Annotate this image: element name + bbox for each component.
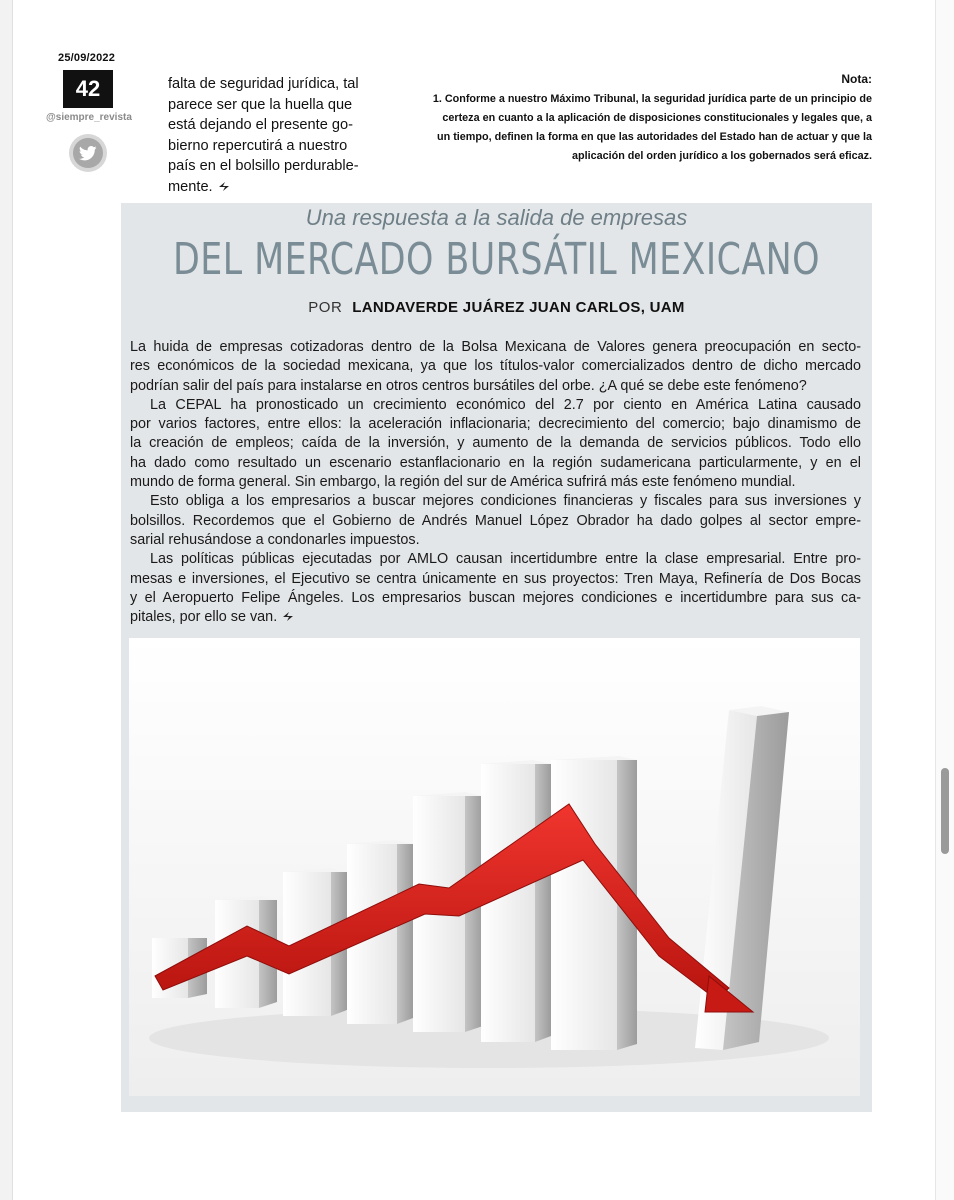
article-line: por varios factores, entre ellos: la aceleración inflacionaria; decrecimiento del comercio; bajo dinamismo de — [130, 416, 861, 433]
article-headline: DEL MERCADO BURSÁTIL MEXICANO — [173, 234, 820, 285]
note-body — [398, 90, 872, 166]
article-line: podrían salir del país para instalarse en otros centros bursátiles del orbe. ¿A qué se debe este fenómeno? — [130, 377, 807, 394]
text-line: está dejando el presente go- — [168, 117, 353, 133]
end-mark-icon — [217, 181, 231, 192]
page-edge — [0, 0, 13, 1200]
note-line: un tiempo, definen la forma en que las autoridades del Estado han de actuar y que la — [437, 131, 872, 143]
previous-article-column — [168, 74, 371, 197]
article-line: la creación de empleos; caída de la inversión, y aumento de la demanda de servicios públicos. Todo ello — [130, 435, 861, 452]
issue-date: 25/09/2022 — [58, 52, 116, 64]
text-line: parece ser que la huella que — [168, 96, 353, 113]
twitter-icon — [69, 134, 107, 172]
text-line: mente. — [168, 178, 213, 195]
bar-chart-arrow-illustration — [129, 638, 860, 1096]
article-line: La CEPAL ha pronosticado un crecimiento económico del 2.7 por ciento en América Latina causado — [150, 396, 861, 413]
byline-prefix: POR — [308, 299, 343, 316]
article-line: bolsillos. Recordemos que el Gobierno de Andrés Manuel López Obrador ha dado golpes al sector empre- — [130, 512, 861, 529]
article-line: y el Aeropuerto Felipe Ángeles. Los empresarios buscan mejores condiciones e incertidumbre para sus ca- — [130, 589, 861, 606]
scrollbar-thumb[interactable] — [941, 768, 949, 854]
text-line: bierno repercutirá a nuestro — [168, 137, 348, 154]
text-line-end — [168, 177, 371, 198]
note-line: aplicación del orden jurídico a los gobernados será eficaz. — [572, 150, 872, 162]
article-kicker: Una respuesta a la salida de empresas — [305, 205, 688, 230]
text-line: falta de seguridad jurídica, tal — [168, 76, 359, 92]
note-line: certeza en cuanto a la aplicación de disposiciones constitucionales y legales que, a — [442, 112, 872, 124]
article-line: ha dado como resultado un escenario estanflacionario en la región sudamericana particularmente, y en el — [130, 454, 861, 471]
note-line: 1. Conforme a nuestro Máximo Tribunal, la seguridad jurídica parte de un principio de — [432, 93, 872, 105]
byline — [121, 299, 872, 316]
article-line-end — [130, 608, 861, 627]
article-line: sarial rehusándose a condonarles impuestos. — [130, 531, 420, 548]
author-name: LANDAVERDE JUÁREZ JUAN CARLOS, UAM — [352, 299, 685, 316]
text-line: país en el bolsillo perdurable- — [168, 158, 359, 174]
scrollbar[interactable] — [935, 0, 954, 1200]
article-line: res económicos de la sociedad mexicana, ya que los títulos-valor comercializados dentro de dicho mercado — [130, 358, 861, 375]
article-line: mesas e inversiones, el Ejecutivo se centra únicamente en sus proyectos: Tren Maya, Refinería de Dos Bocas — [130, 570, 861, 587]
end-mark-icon — [281, 611, 295, 622]
article-line: Esto obliga a los empresarios a buscar mejores condiciones financieras y fiscales para sus inversiones y — [150, 493, 861, 510]
article-body — [130, 338, 861, 627]
illustration-svg — [129, 638, 860, 1096]
article-line: Las políticas públicas ejecutadas por AMLO causan incertidumbre entre la clase empresarial. Entre pro- — [150, 551, 861, 568]
page-number: 42 — [63, 70, 113, 108]
article-line: mundo de forma general. Sin embargo, la región del sur de América sufrirá más este fenómeno mundial. — [130, 474, 796, 491]
article-line: La huida de empresas cotizadoras dentro de la Bolsa Mexicana de Valores genera preocupación en secto- — [130, 339, 861, 355]
article-line: pitales, por ello se van. — [130, 609, 278, 626]
note-title: Nota: — [841, 72, 872, 86]
social-handle: @siempre_revista — [46, 112, 132, 123]
